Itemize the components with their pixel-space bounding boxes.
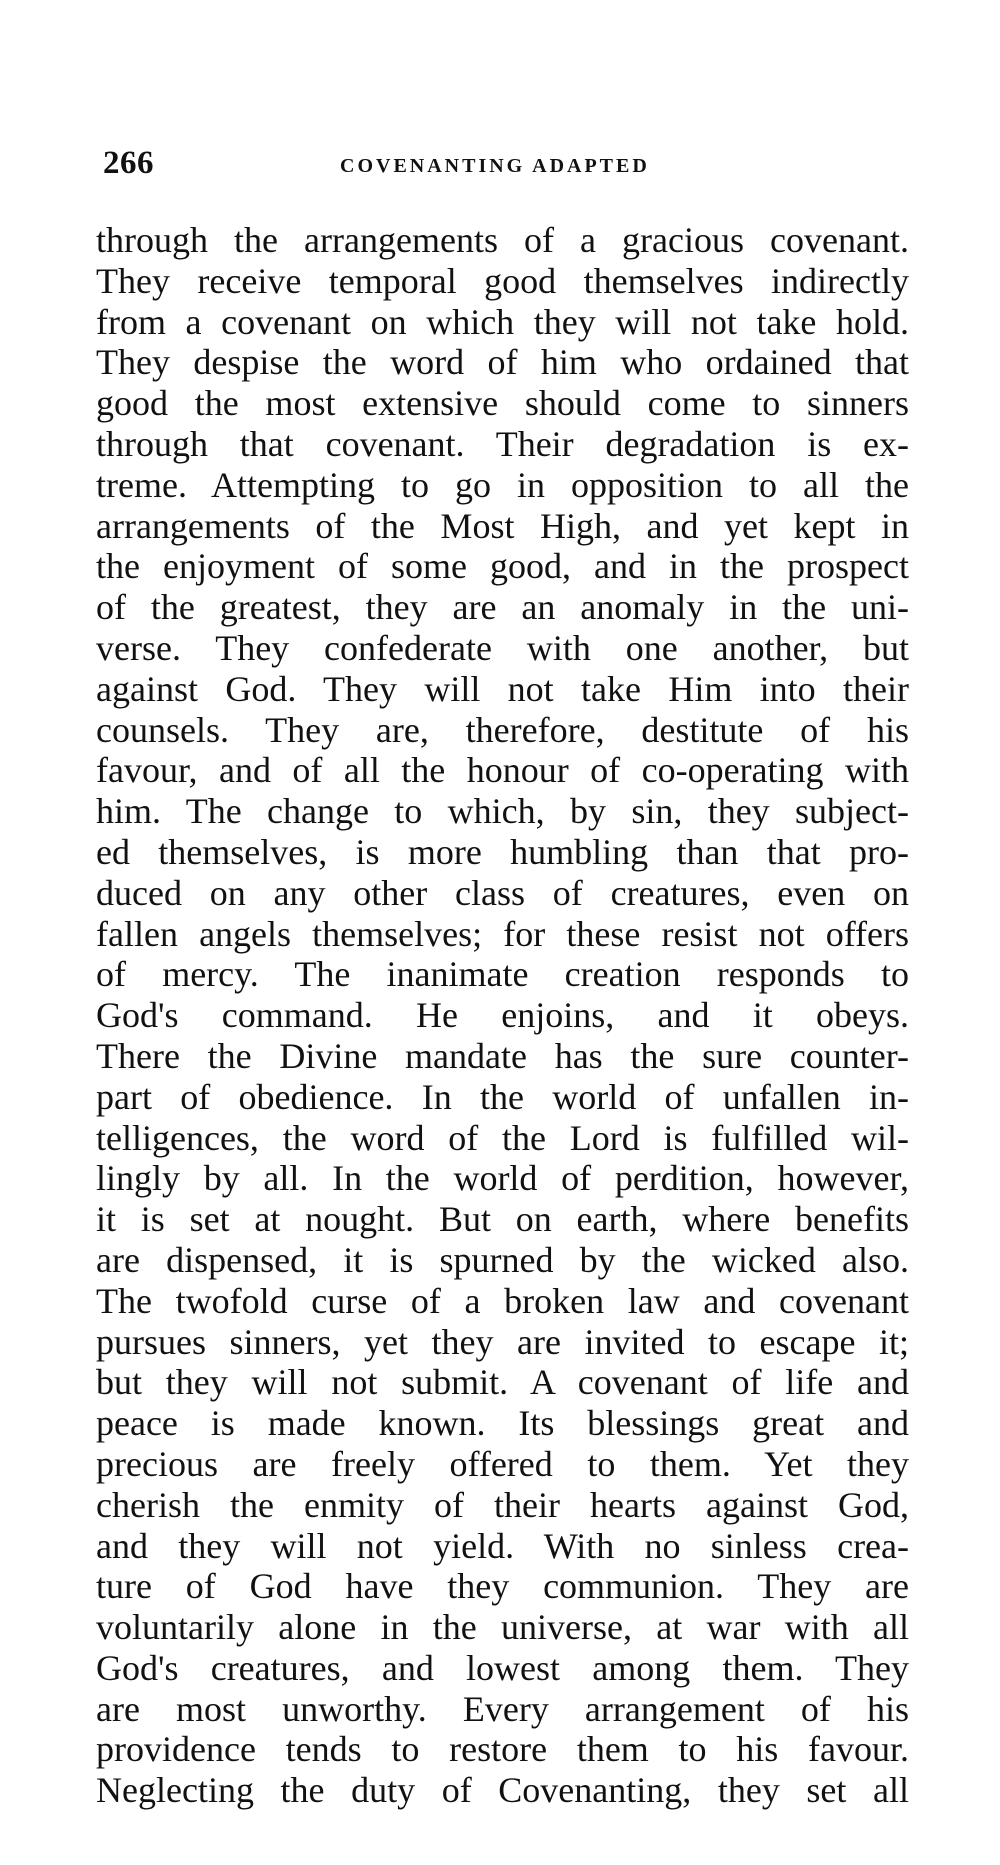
text-line: him. The change to which, by sin, they subject-	[96, 791, 909, 832]
text-line: counsels. They are, therefore, destitute of his	[96, 709, 909, 750]
text-line: providence tends to restore them to his favour.	[96, 1729, 909, 1770]
text-line: through the arrangements of a gracious covenant.	[96, 220, 909, 260]
text-line: God's command. He enjoins, and it obeys.	[96, 995, 909, 1036]
text-line: favour, and of all the honour of co-operating with	[96, 750, 909, 791]
text-line: They receive temporal good themselves indirectly	[96, 260, 909, 301]
text-line: ture of God have they communion. They are	[96, 1566, 909, 1607]
text-line: through that covenant. Their degradation is ex-	[96, 423, 909, 464]
text-line: good the most extensive should come to sinners	[96, 383, 909, 424]
text-line: and they will not yield. With no sinless crea-	[96, 1525, 909, 1566]
text-line: are most unworthy. Every arrangement of his	[96, 1688, 909, 1729]
text-line: are dispensed, it is spurned by the wicked also.	[96, 1239, 909, 1280]
text-line: against God. They will not take Him into their	[96, 668, 909, 709]
text-line: The twofold curse of a broken law and covenant	[96, 1280, 909, 1321]
text-line: duced on any other class of creatures, even on	[96, 872, 909, 913]
text-line: treme. Attempting to go in opposition to all the	[96, 464, 909, 505]
text-line: arrangements of the Most High, and yet kept in	[96, 505, 909, 546]
text-line: ed themselves, is more humbling than that pro-	[96, 831, 909, 872]
text-line: but they will not submit. A covenant of life and	[96, 1362, 909, 1403]
text-line: part of obedience. In the world of unfallen in-	[96, 1076, 909, 1117]
running-title: COVENANTING ADAPTED	[340, 155, 650, 177]
page-header	[103, 145, 903, 185]
text-line: it is set at nought. But on earth, where benefits	[96, 1199, 909, 1240]
text-line: fallen angels themselves; for these resist not offers	[96, 913, 909, 954]
text-line: God's creatures, and lowest among them. They	[96, 1647, 909, 1688]
text-line: from a covenant on which they will not take hold.	[96, 301, 909, 342]
text-line: Neglecting the duty of Covenanting, they set all	[96, 1770, 909, 1811]
page-number: 266	[103, 145, 154, 181]
text-line: telligences, the word of the Lord is fulfilled wil-	[96, 1117, 909, 1158]
text-line: verse. They confederate with one another, but	[96, 627, 909, 668]
body-text	[96, 220, 909, 1811]
text-line: lingly by all. In the world of perdition, however,	[96, 1158, 909, 1199]
text-line: They despise the word of him who ordained that	[96, 342, 909, 383]
text-line: of mercy. The inanimate creation responds to	[96, 954, 909, 995]
text-line: voluntarily alone in the universe, at war with all	[96, 1607, 909, 1648]
text-line: cherish the enmity of their hearts against God,	[96, 1484, 909, 1525]
text-line: of the greatest, they are an anomaly in the uni-	[96, 587, 909, 628]
text-line: There the Divine mandate has the sure counter-	[96, 1035, 909, 1076]
text-line: peace is made known. Its blessings great and	[96, 1403, 909, 1444]
text-line: pursues sinners, yet they are invited to escape it;	[96, 1321, 909, 1362]
text-line: precious are freely offered to them. Yet they	[96, 1443, 909, 1484]
text-line: the enjoyment of some good, and in the prospect	[96, 546, 909, 587]
